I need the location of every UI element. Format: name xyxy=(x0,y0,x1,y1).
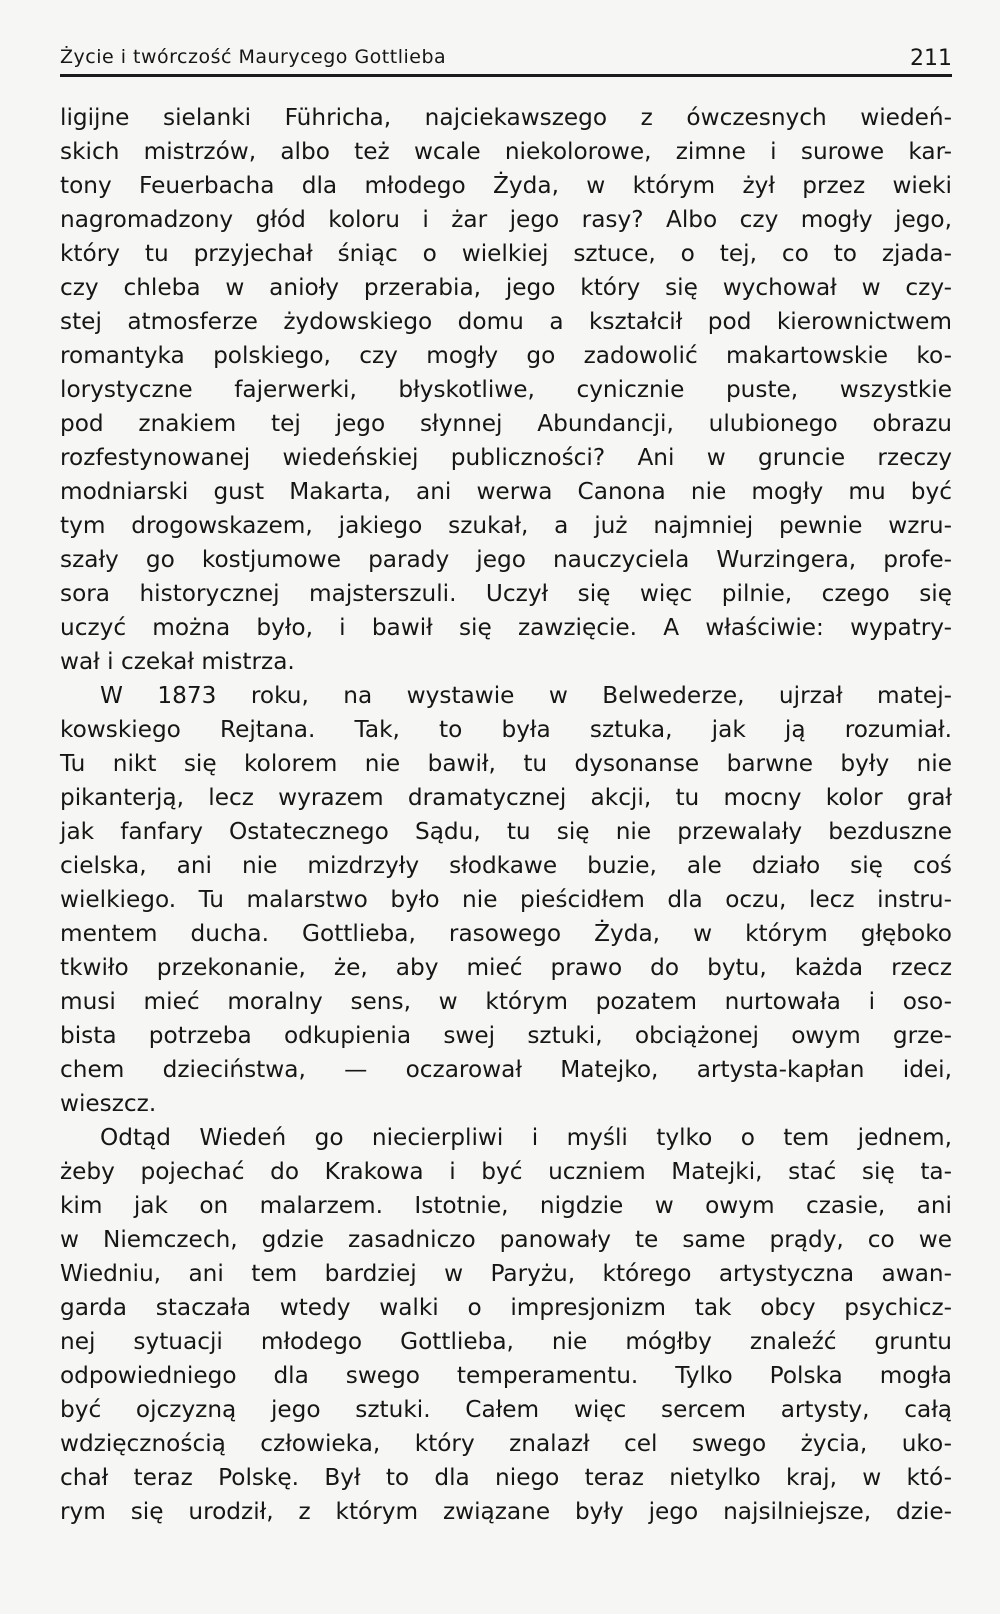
text-line: nej sytuacji młodego Gottlieba, nie mógłby znaleźć gruntu xyxy=(60,1328,952,1355)
text-line: lorystyczne fajerwerki, błyskotliwe, cynicznie puste, wszystkie xyxy=(60,376,952,403)
text-line: kim jak on malarzem. Istotnie, nigdzie w owym czasie, ani xyxy=(60,1192,952,1219)
text-line: ligijne sielanki Führicha, najciekawszego z ówczesnych wiedeń- xyxy=(60,104,952,131)
text-line: bista potrzeba odkupienia swej sztuki, obciążonej owym grze- xyxy=(60,1022,952,1049)
text-line: nagromadzony głód koloru i żar jego rasy? Albo czy mogły jego, xyxy=(60,206,952,233)
text-line: pikanterją, lecz wyrazem dramatycznej akcji, tu mocny kolor grał xyxy=(60,784,952,811)
text-line: wieszcz. xyxy=(60,1090,157,1117)
text-line: wdzięcznością człowieka, który znalazł cel swego życia, uko- xyxy=(60,1430,952,1457)
text-line: Tu nikt się kolorem nie bawił, tu dysonanse barwne były nie xyxy=(60,750,952,777)
running-title: Życie i twórczość Maurycego Gottlieba xyxy=(60,46,447,68)
text-line: czy chleba w anioły przerabia, jego który się wychował w czy- xyxy=(60,274,952,301)
text-line: mentem ducha. Gottlieba, rasowego Żyda, w którym głęboko xyxy=(60,920,952,947)
text-line: garda staczała wtedy walki o impresjonizm tak obcy psychicz- xyxy=(60,1294,952,1321)
text-line: rozfestynowanej wiedeńskiej publiczności? Ani w gruncie rzeczy xyxy=(60,444,952,471)
text-line: uczyć można było, i bawił się zawzięcie. A właściwie: wypatry- xyxy=(60,614,952,641)
text-line: tym drogowskazem, jakiego szukał, a już najmniej pewnie wzru- xyxy=(60,512,952,539)
text-line: sora historycznej majsterszuli. Uczył się więc pilnie, czego się xyxy=(60,580,952,607)
page-number: 211 xyxy=(910,46,952,71)
text-line: pod znakiem tej jego słynnej Abundancji, ulubionego obrazu xyxy=(60,410,952,437)
text-line: Wiedniu, ani tem bardziej w Paryżu, którego artystyczna awan- xyxy=(60,1260,952,1287)
text-line: w Niemczech, gdzie zasadniczo panowały te same prądy, co we xyxy=(60,1226,952,1253)
text-line: stej atmosferze żydowskiego domu a kształcił pod kierownictwem xyxy=(60,308,952,335)
text-line: cielska, ani nie mizdrzyły słodkawe buzie, ale działo się coś xyxy=(60,852,952,879)
text-line: Odtąd Wiedeń go niecierpliwi i myśli tylko o tem jednem, xyxy=(100,1124,952,1151)
text-line: wał i czekał mistrza. xyxy=(60,648,295,675)
text-line: tkwiło przekonanie, że, aby mieć prawo do bytu, każda rzecz xyxy=(60,954,952,981)
body-text xyxy=(60,101,952,1529)
text-line: wielkiego. Tu malarstwo było nie pieścidłem dla oczu, lecz instru- xyxy=(60,886,952,913)
text-line: jak fanfary Ostatecznego Sądu, tu się nie przewalały bezduszne xyxy=(60,818,952,845)
text-line: odpowiedniego dla swego temperamentu. Tylko Polska mogła xyxy=(60,1362,952,1389)
text-line: kowskiego Rejtana. Tak, to była sztuka, jak ją rozumiał. xyxy=(60,716,952,743)
text-line: romantyka polskiego, czy mogły go zadowolić makartowskie ko- xyxy=(60,342,952,369)
text-line: być ojczyzną jego sztuki. Całem więc sercem artysty, całą xyxy=(60,1396,952,1423)
text-line: który tu przyjechał śniąc o wielkiej sztuce, o tej, co to zjada- xyxy=(60,240,952,267)
text-line: rym się urodził, z którym związane były jego najsilniejsze, dzie- xyxy=(60,1498,952,1525)
text-line: skich mistrzów, albo też wcale niekolorowe, zimne i surowe kar- xyxy=(60,138,952,165)
header-rule xyxy=(60,74,952,77)
text-line: modniarski gust Makarta, ani werwa Canona nie mogły mu być xyxy=(60,478,952,505)
text-line: żeby pojechać do Krakowa i być uczniem Matejki, stać się ta- xyxy=(60,1158,952,1185)
text-line: szały go kostjumowe parady jego nauczyciela Wurzingera, profe- xyxy=(60,546,952,573)
text-line: tony Feuerbacha dla młodego Żyda, w którym żył przez wieki xyxy=(60,172,952,199)
text-line: chał teraz Polskę. Był to dla niego teraz nietylko kraj, w któ- xyxy=(60,1464,952,1491)
text-line: musi mieć moralny sens, w którym pozatem nurtowała i oso- xyxy=(60,988,952,1015)
text-line: W 1873 roku, na wystawie w Belwederze, ujrzał matej- xyxy=(100,682,952,709)
text-line: chem dzieciństwa, — oczarował Matejko, artysta-kapłan idei, xyxy=(60,1056,952,1083)
